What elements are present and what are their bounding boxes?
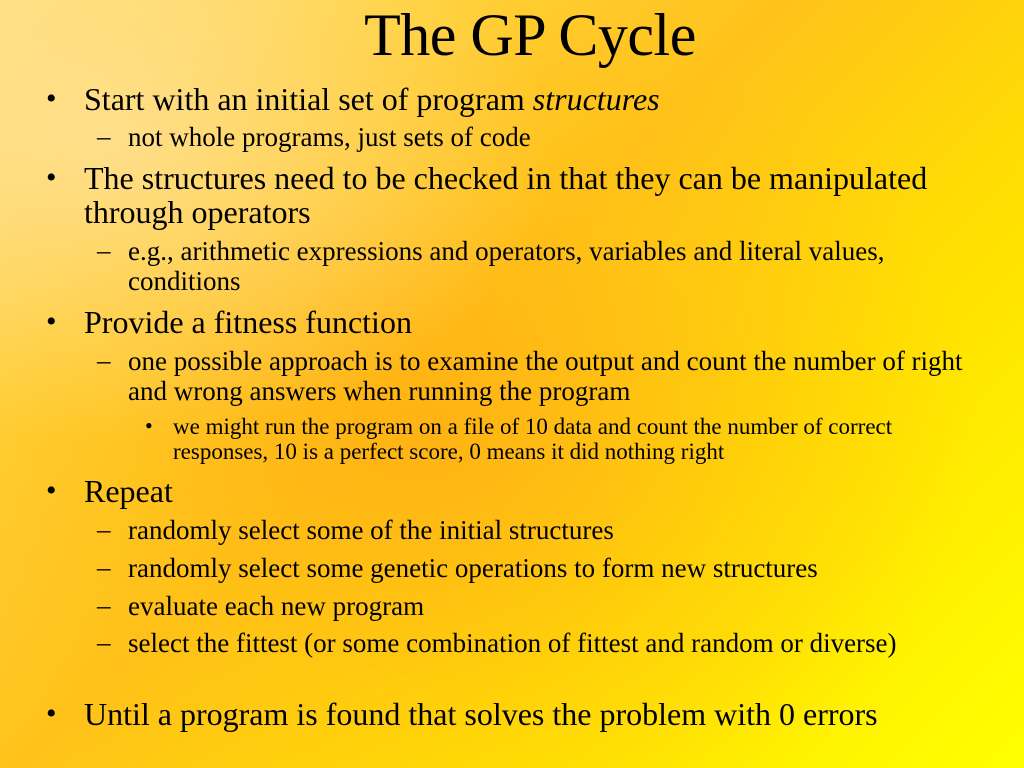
bullet-until-found bbox=[46, 696, 984, 732]
bullet-structures-checked bbox=[46, 160, 984, 230]
bullet-text: The structures need to be checked in that they can be manipulated through operators bbox=[84, 160, 928, 230]
bullet-marker: • bbox=[46, 697, 57, 730]
dash-marker: – bbox=[97, 514, 111, 544]
bullet-text: Start with an initial set of program bbox=[84, 81, 533, 117]
dash-marker: – bbox=[97, 627, 111, 657]
bullet-start-structures bbox=[46, 81, 984, 117]
sub-bullet-text: one possible approach is to examine the output and count the number of right and wrong answers when running the program bbox=[128, 346, 963, 406]
bullet-marker: • bbox=[46, 305, 57, 338]
sub-bullet-text: select the fittest (or some combination of fittest and random or diverse) bbox=[128, 628, 897, 658]
sub-bullet-text: randomly select some genetic operations to form new structures bbox=[128, 553, 818, 583]
sub-bullet-select-fittest bbox=[97, 627, 998, 658]
bullet-emphasis: structures bbox=[532, 81, 660, 117]
sub-bullet-text: randomly select some of the initial structures bbox=[128, 515, 614, 545]
bullet-text: Until a program is found that solves the problem with 0 errors bbox=[84, 696, 878, 732]
bullet-marker: • bbox=[46, 161, 57, 194]
bullet-fitness-function bbox=[46, 304, 984, 340]
bullet-repeat bbox=[46, 473, 984, 509]
bullet-marker: • bbox=[145, 413, 153, 438]
detail-bullet-text: we might run the program on a file of 10 data and count the number of correct responses, 10 is a perfect score, 0 means it did nothing right bbox=[173, 414, 893, 464]
dash-marker: – bbox=[97, 121, 111, 151]
dash-marker: – bbox=[97, 552, 111, 582]
slide-title: The GP Cycle bbox=[364, 2, 696, 68]
bullet-marker: • bbox=[46, 474, 57, 507]
sub-bullet-select-initial bbox=[97, 514, 998, 545]
sub-bullet-text: not whole programs, just sets of code bbox=[128, 122, 531, 152]
sub-bullet-genetic-operations bbox=[97, 552, 998, 583]
sub-bullet-text: e.g., arithmetic expressions and operators, variables and literal values, conditions bbox=[128, 236, 885, 296]
sub-bullet-examples bbox=[97, 235, 998, 296]
dash-marker: – bbox=[97, 590, 111, 620]
bullet-text: Provide a fitness function bbox=[84, 304, 412, 340]
bullet-marker: • bbox=[46, 82, 57, 115]
sub-bullet-text: evaluate each new program bbox=[128, 591, 425, 621]
dash-marker: – bbox=[97, 345, 111, 375]
bullet-text: Repeat bbox=[84, 473, 173, 509]
sub-bullet-code-sets bbox=[97, 121, 998, 152]
dash-marker: – bbox=[97, 235, 111, 265]
sub-bullet-evaluate bbox=[97, 590, 998, 621]
sub-bullet-approach bbox=[97, 345, 998, 406]
detail-bullet-fitness-example bbox=[145, 413, 993, 464]
